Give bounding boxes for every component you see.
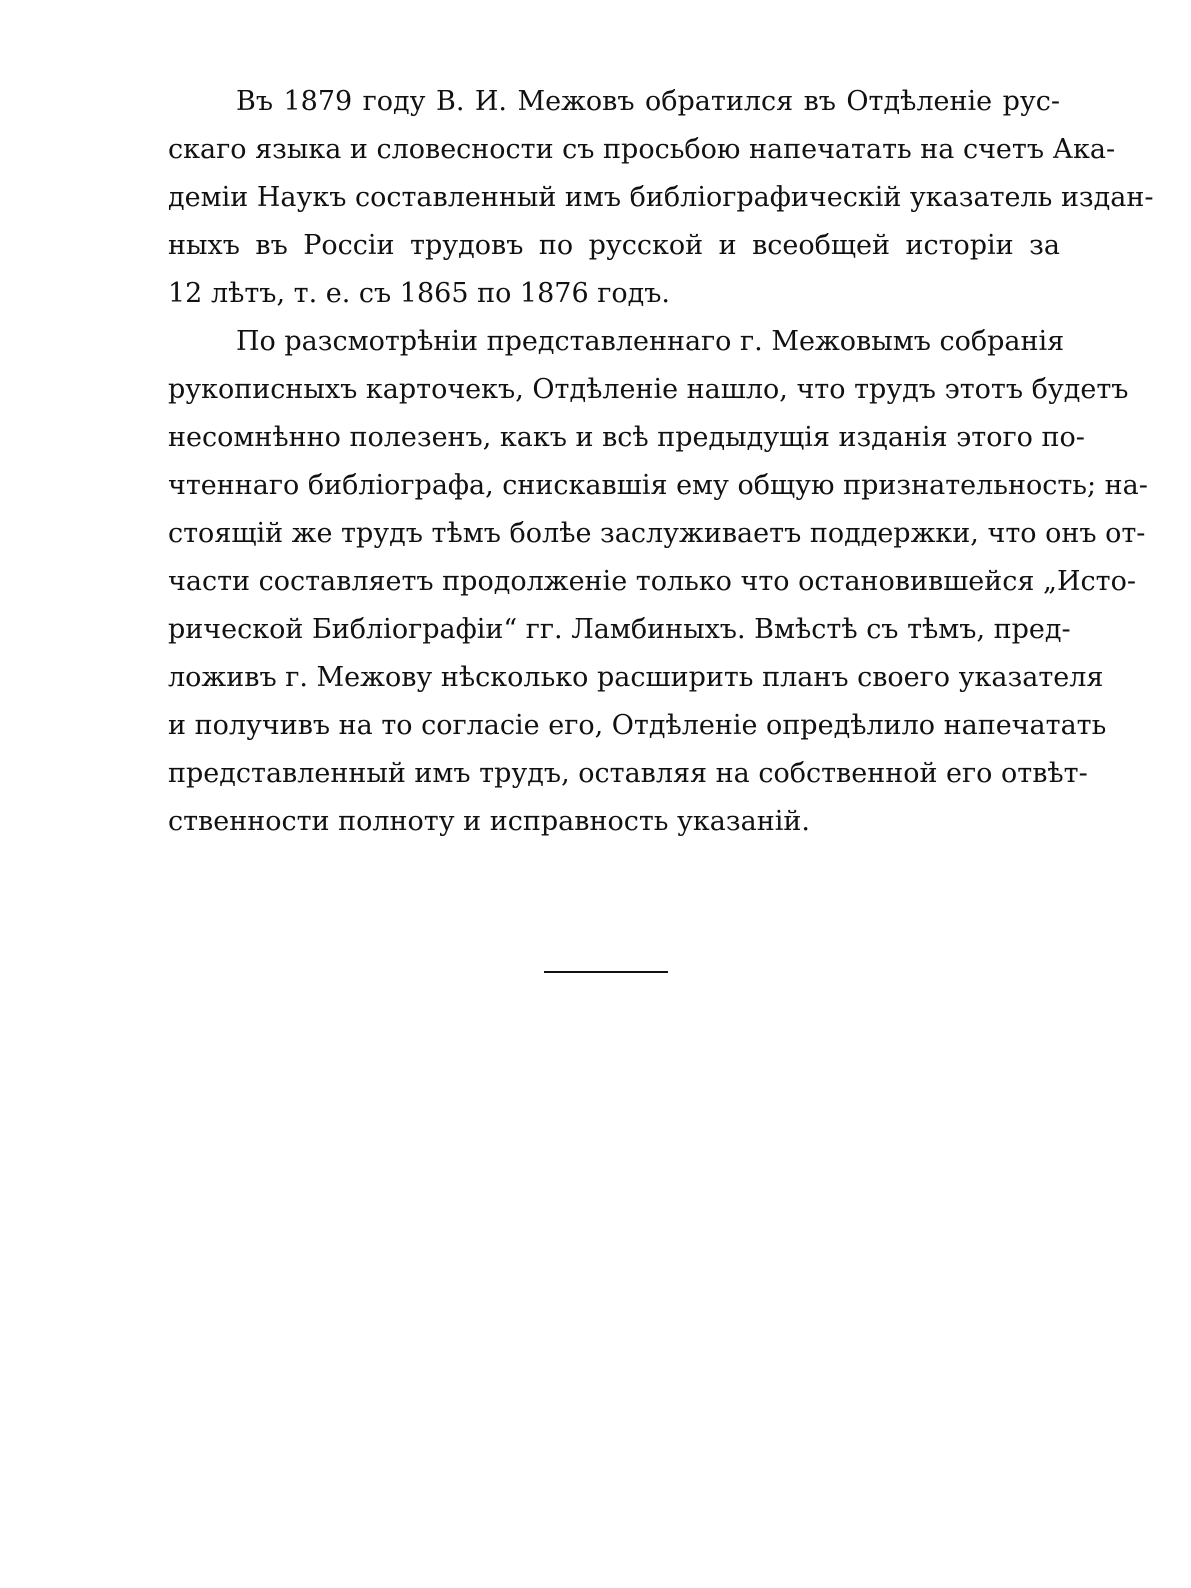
text-line: представленный имъ трудъ, оставляя на собственной его отвѣт- xyxy=(168,758,1088,789)
text-line: ложивъ г. Межову нѣсколько расширить планъ своего указателя xyxy=(168,662,1104,693)
text-line: скаго языка и словесности съ просьбою напечатать на счетъ Ака- xyxy=(168,134,1116,165)
body-text xyxy=(168,78,1154,846)
paragraph-1 xyxy=(168,78,1154,318)
text-line: деміи Наукъ составленный имъ библіографическій указатель издан- xyxy=(168,182,1154,213)
text-line: и получивъ на то согласіе его, Отдѣленіе опредѣлило напечатать xyxy=(168,710,1107,741)
text-line: 12 лѣтъ, т. е. съ 1865 по 1876 годъ. xyxy=(168,278,670,309)
text-line: рукописныхъ карточекъ, Отдѣленіе нашло, что трудъ этотъ будетъ xyxy=(168,374,1129,405)
text-line: части составляетъ продолженіе только что остановившейся „Исто- xyxy=(168,566,1136,597)
text-line: чтеннаго библіографа, снискавшія ему общую признательность; на- xyxy=(168,470,1148,501)
text-line: стоящій же трудъ тѣмъ болѣе заслуживаетъ поддержки, что онъ от- xyxy=(168,518,1146,549)
text-line: ственности полноту и исправность указаній. xyxy=(168,806,810,837)
text-line: По разсмотрѣніи представленнаго г. Межовымъ собранія xyxy=(236,326,1065,357)
text-line: несомнѣнно полезенъ, какъ и всѣ предыдущія изданія этого по- xyxy=(168,422,1085,453)
text-line: ныхъ въ Россіи трудовъ по русской и всеобщей исторіи за xyxy=(168,230,1060,261)
paragraph-2 xyxy=(168,318,1148,846)
text-line: Въ 1879 году В. И. Межовъ обратился въ Отдѣленіе рус- xyxy=(236,86,1060,117)
section-divider xyxy=(544,971,668,973)
text-line: рической Библіографіи“ гг. Ламбиныхъ. Вмѣстѣ съ тѣмъ, пред- xyxy=(168,614,1071,645)
